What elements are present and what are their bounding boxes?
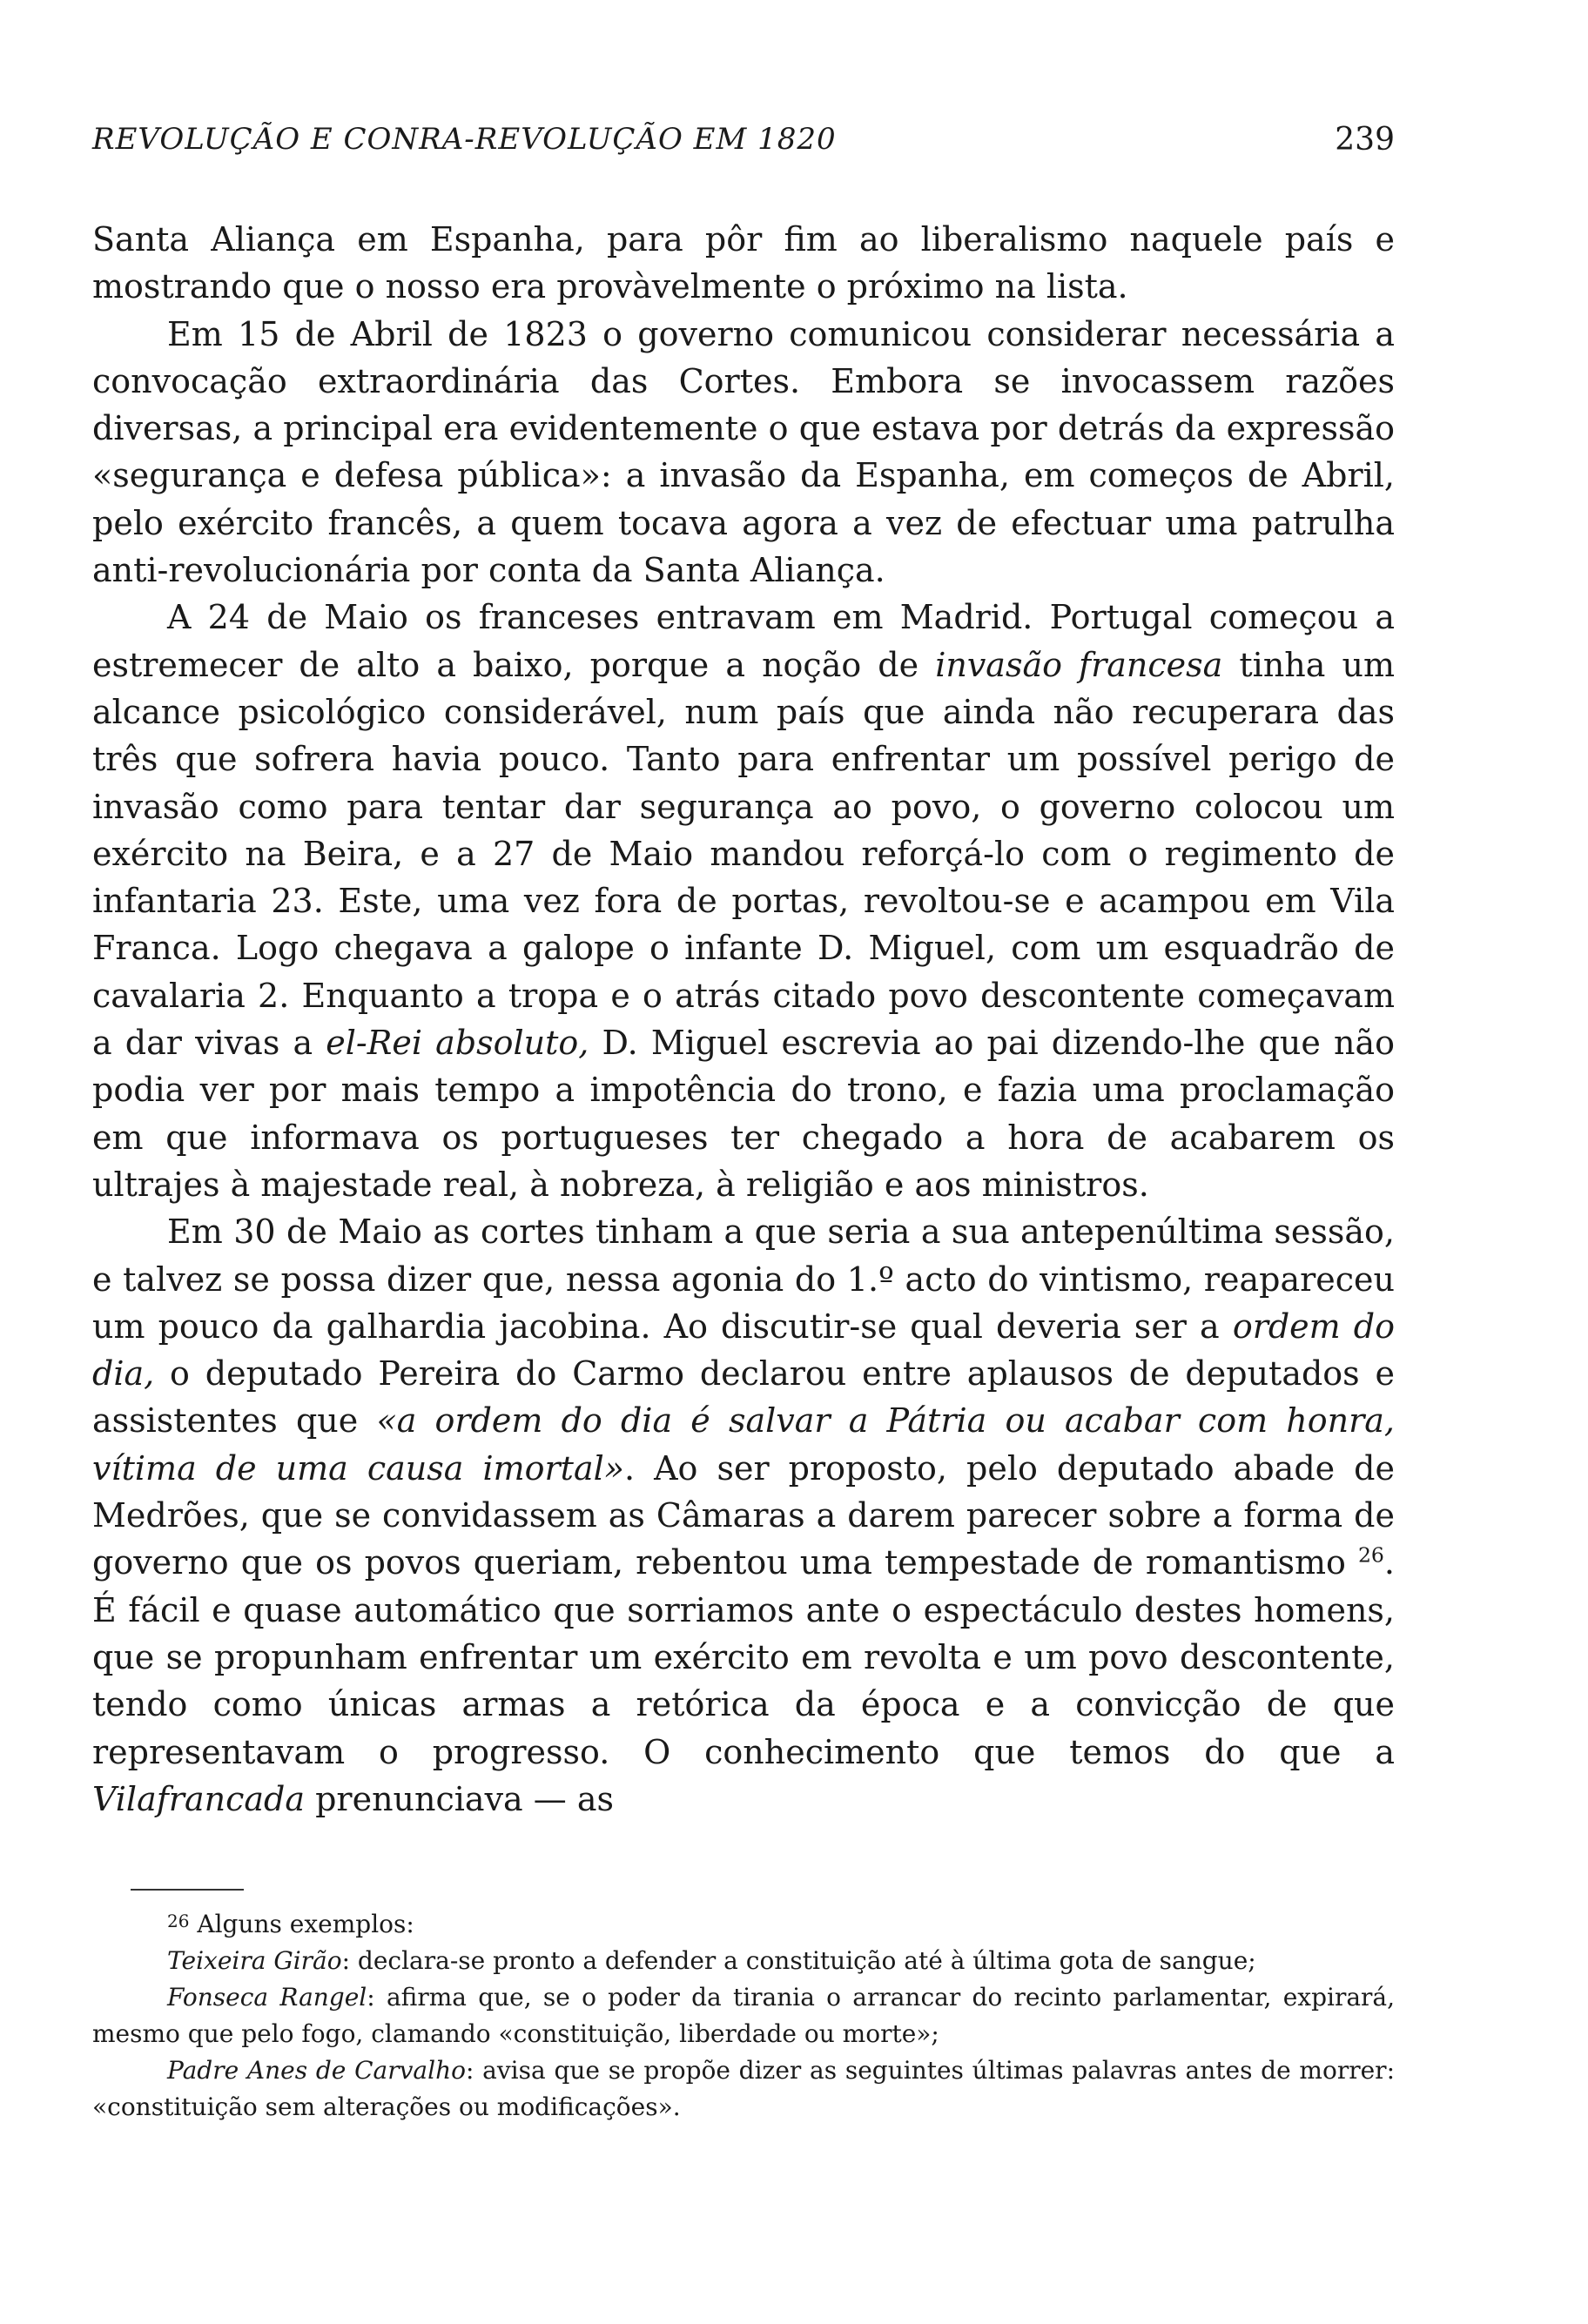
paragraph xyxy=(92,1208,1395,1823)
italic-text: invasão francesa xyxy=(935,645,1223,684)
text-run: Alguns exemplos: xyxy=(189,1910,414,1938)
italic-text: ordem do dia, xyxy=(92,1306,1395,1394)
paragraph xyxy=(92,311,1395,594)
paragraph xyxy=(92,216,1395,311)
body-text xyxy=(92,216,1395,1823)
italic-text: Fonseca Rangel xyxy=(167,1983,367,2012)
text-run: tinha um alcance psicológico considerável, num país que ainda não recuperara das três que sofrera havia pouco. Tanto para enfrentar um possível perigo de invasão como para tentar dar segurança ao povo, o governo colocou um exército na Beira, e a 27 de Maio mandou reforçá-lo com o regimento de infantaria 23. Este, uma vez fora de portas, revoltou-se e acampou em Vila Franca. Logo chegava a galope o infante D. Miguel, com um esquadrão de cavalaria 2. Enquanto a tropa e o atrás citado povo descontente começavam a dar vivas a xyxy=(92,645,1395,1063)
italic-text: el-Rei absoluto, xyxy=(326,1024,589,1063)
italic-text: Teixeira Girão xyxy=(167,1946,342,1975)
footnote xyxy=(92,1943,1395,1979)
footnote-divider xyxy=(131,1889,244,1891)
page-number: 239 xyxy=(1335,122,1395,158)
footnote xyxy=(92,1979,1395,2052)
text-run: : declara-se pronto a defender a constituição até à última gota de sangue; xyxy=(341,1946,1256,1975)
text-run: D. Miguel escrevia ao pai dizendo-lhe que não podia ver por mais tempo a impotência do trono, e fazia uma proclamação em que informava os portugueses ter chegado a hora de acabarem os ultrajes à majestade real, à nobreza, à religião e aos ministros. xyxy=(92,1024,1395,1204)
footnote xyxy=(92,2052,1395,2126)
text-run: A 24 de Maio os franceses entravam em Madrid. Portugal começou a estremecer de alto a baixo, porque a noção de xyxy=(92,598,1395,684)
text-run: prenunciava — as xyxy=(305,1779,615,1818)
text-run: . Ao ser proposto, pelo deputado abade de Medrões, que se convidassem as Câmaras a darem parecer sobre a forma de governo que os povos queriam, rebentou uma tempestade de romantismo xyxy=(92,1448,1395,1582)
text-run: : avisa que se propõe dizer as seguintes últimas palavras antes de morrer: «constituição sem alterações ou modificações». xyxy=(92,2056,1396,2121)
text-run: : afirma que, se o poder da tirania o arrancar do recinto parlamentar, expirará, mesmo que pelo fogo, clamando «constituição, liberdade ou morte»; xyxy=(92,1983,1396,2048)
footnote-reference: 26 xyxy=(1357,1542,1384,1568)
footnote xyxy=(92,1906,1395,1943)
italic-text: Vilafrancada xyxy=(92,1779,306,1818)
text-run: o deputado Pereira do Carmo declarou entre aplausos de deputados e assistentes que xyxy=(92,1354,1395,1441)
italic-text: «a ordem do dia é salvar a Pátria ou acabar com honra, vítima de uma causa imortal» xyxy=(92,1401,1396,1488)
running-title: REVOLUÇÃO E CONRA-REVOLUÇÃO EM 1820 xyxy=(92,122,837,157)
paragraph xyxy=(92,594,1395,1208)
footnote-number: 26 xyxy=(167,1911,190,1931)
footnotes xyxy=(92,1906,1395,2126)
text-run: . É fácil e quase automático que sorriamos ante o espectáculo destes homens, que se propunham enfrentar um exército em revolta e um povo descontente, tendo como únicas armas a retórica da época e a convicção de que representavam o progresso. O conhecimento que temos do que a xyxy=(92,1543,1395,1771)
italic-text: Padre Anes de Carvalho xyxy=(167,2056,466,2085)
text-run: Em 30 de Maio as cortes tinham a que seria a sua antepenúltima sessão, e talvez se possa dizer que, nessa agonia do 1.º acto do vintismo, reapareceu um pouco da galhardia jacobina. Ao discutir-se qual deveria ser a xyxy=(92,1212,1395,1346)
text-run: Em 15 de Abril de 1823 o governo comunicou considerar necessária a convocação extraordinária das Cortes. Embora se invocassem razões diversas, a principal era evidentemente o que estava por detrás da expressão «segurança e defesa pública»: a invasão da Espanha, em começos de Abril, pelo exército francês, a quem tocava agora a vez de efectuar uma patrulha anti-revolucionária por conta da Santa Aliança. xyxy=(92,314,1395,590)
text-run: Santa Aliança em Espanha, para pôr fim ao liberalismo naquele país e mostrando que o nosso era provàvelmente o próximo na lista. xyxy=(92,220,1395,306)
running-head xyxy=(92,122,1395,169)
